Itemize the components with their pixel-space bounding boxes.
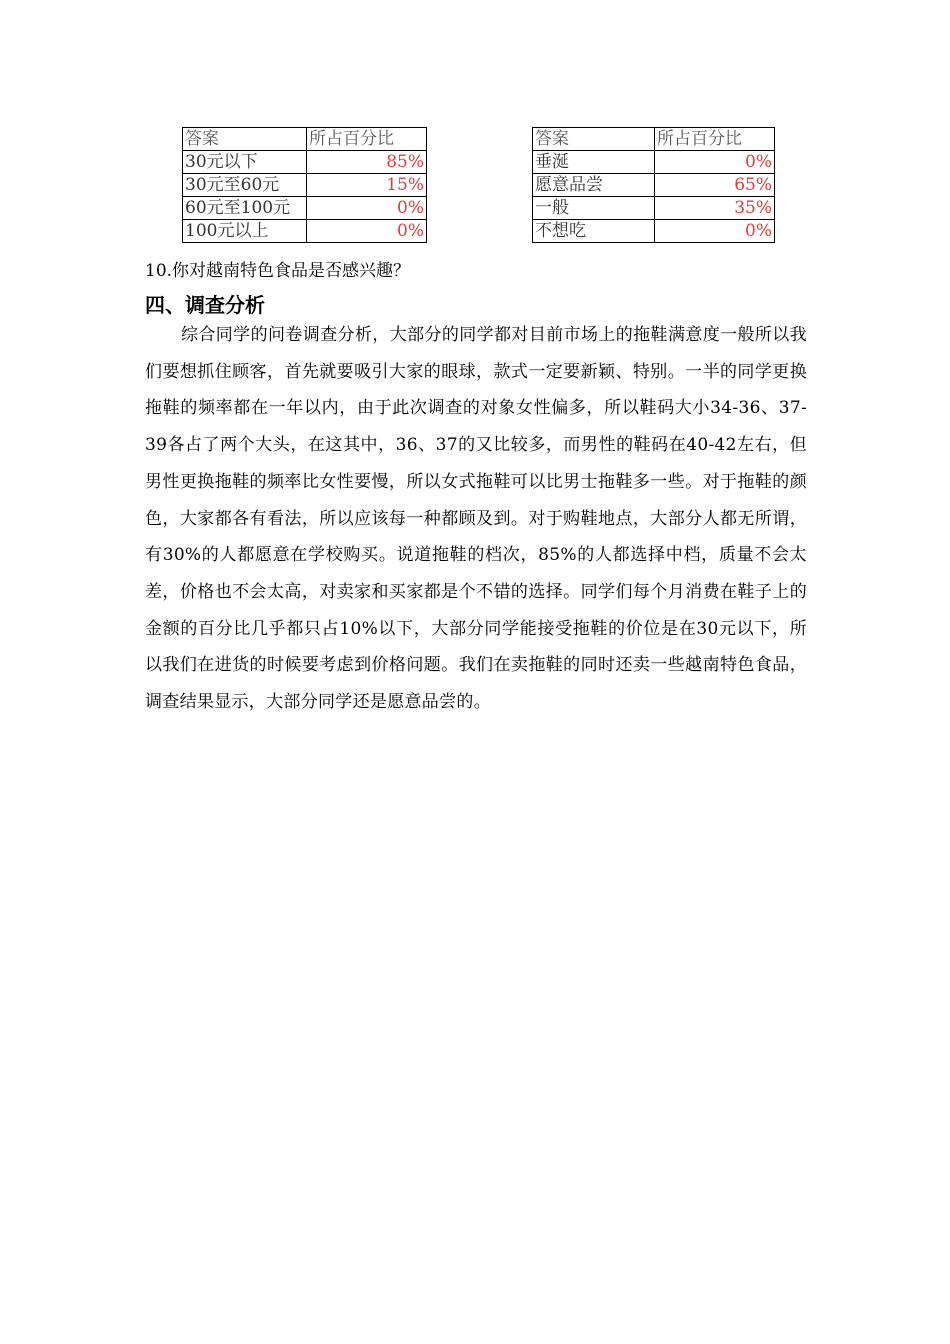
table-header-row [533, 128, 775, 151]
answer-cell: 不想吃 [533, 220, 655, 243]
table-row [533, 151, 775, 174]
percent-cell: 0% [307, 220, 427, 243]
table-row [183, 174, 427, 197]
answer-cell: 30元以下 [183, 151, 307, 174]
answer-cell: 60元至100元 [183, 197, 307, 220]
answer-cell: 30元至60元 [183, 174, 307, 197]
header-percent: 所占百分比 [307, 128, 427, 151]
header-answer: 答案 [183, 128, 307, 151]
percent-cell: 35% [655, 197, 775, 220]
answer-cell: 垂涎 [533, 151, 655, 174]
section-title: 四、调查分析 [145, 293, 265, 317]
percent-cell: 85% [307, 151, 427, 174]
table-header-row [183, 128, 427, 151]
table-row [533, 174, 775, 197]
percent-cell: 65% [655, 174, 775, 197]
table-row [183, 197, 427, 220]
percent-cell: 0% [655, 151, 775, 174]
header-percent: 所占百分比 [655, 128, 775, 151]
analysis-paragraph: 综合同学的问卷调查分析，大部分的同学都对目前市场上的拖鞋满意度一般所以我们要想抓住顾客，首先就要吸引大家的眼球，款式一定要新颖、特别。一半的同学更换拖鞋的频率都在一年以内，由于此次调查的对象女性偏多，所以鞋码大小34-36、37-39各占了两个大头，在这其中，36、37的又比较多，而男性的鞋码在40-42左右，但男性更换拖鞋的频率比女性要慢，所以女式拖鞋可以比男士拖鞋多一些。对于拖鞋的颜色，大家都各有看法，所以应该每一种都顾及到。对于购鞋地点，大部分人都无所谓，有30%的人都愿意在学校购买。说道拖鞋的档次，85%的人都选择中档，质量不会太差，价格也不会太高，对卖家和买家都是个不错的选择。同学们每个月消费在鞋子上的金额的百分比几乎都只占10%以下，大部分同学能接受拖鞋的价位是在30元以下，所以我们在进货的时候要考虑到价格问题。我们在卖拖鞋的同时还卖一些越南特色食品，调查结果显示，大部分同学还是愿意品尝的。 [145, 325, 807, 713]
answer-cell: 愿意品尝 [533, 174, 655, 197]
answer-cell: 100元以上 [183, 220, 307, 243]
header-answer: 答案 [533, 128, 655, 151]
question-10: 10.你对越南特色食品是否感兴趣？ [145, 261, 411, 281]
percent-cell: 0% [655, 220, 775, 243]
table-row [533, 220, 775, 243]
table-row [183, 151, 427, 174]
table-row [533, 197, 775, 220]
price-survey-table [182, 127, 427, 243]
percent-cell: 0% [307, 197, 427, 220]
answer-cell: 一般 [533, 197, 655, 220]
table-row [183, 220, 427, 243]
food-interest-table [532, 127, 775, 243]
percent-cell: 15% [307, 174, 427, 197]
